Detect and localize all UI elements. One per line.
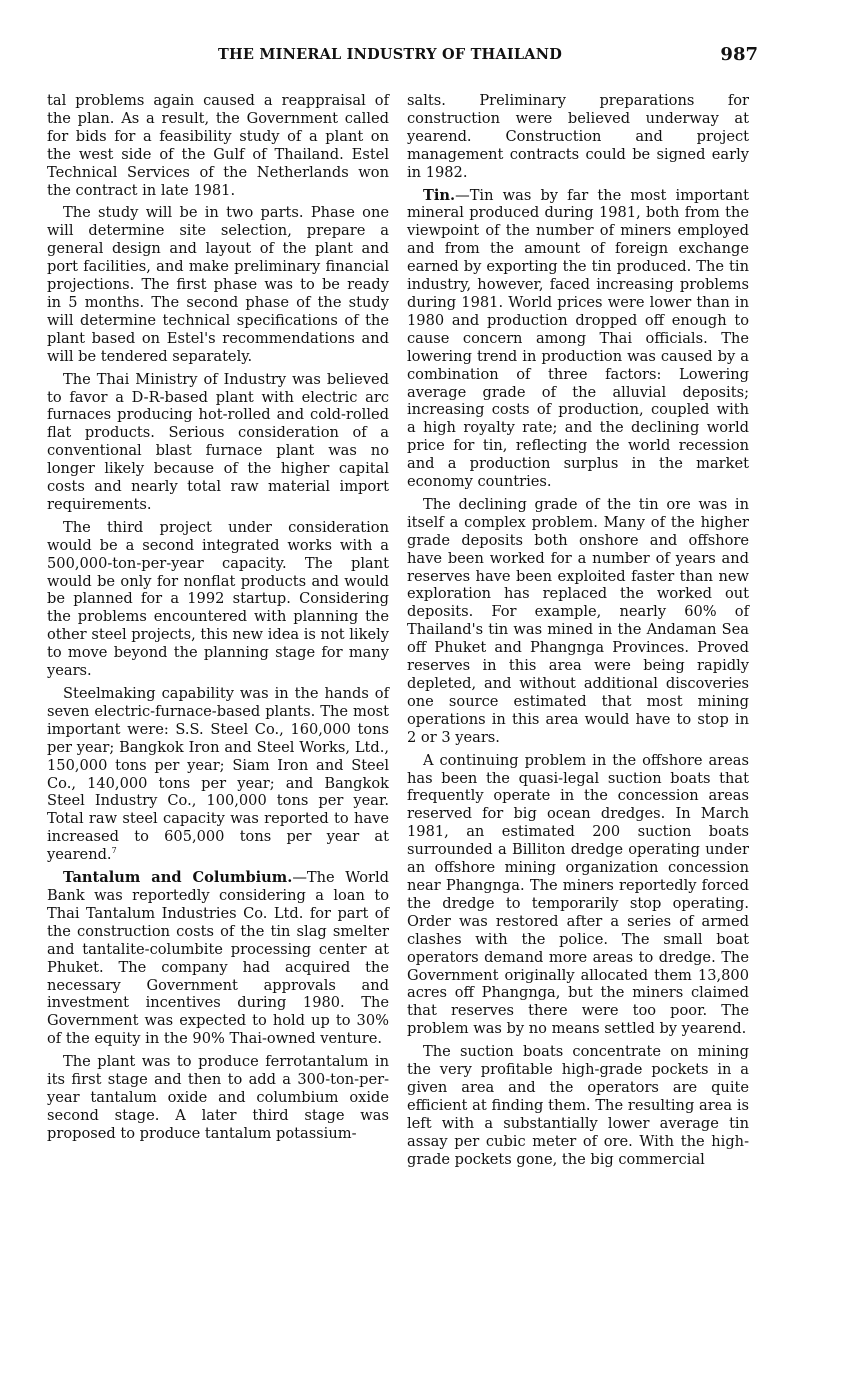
paragraph-suction-boats-problem: A continuing problem in the offshore areas has been the quasi-legal suction boats that frequently operate in the concession areas reserved for big ocean dredges. In March 1981, an estimated 200 suction boats surrounded a Billiton dredge operating under an offshore mining organization concession near Phangnga. The miners reportedly forced the dredge to temporarily stop operating. Order was restored after a series of armed clashes with the police. The small boat operators demand more areas to dredge. The Government originally allocated them 13,800 acres off Phangnga, but the miners claimed that reserves there were too poor. The problem was by no means settled by yearend. bbox=[407, 751, 749, 1038]
paragraph-high-grade-pockets: The suction boats concentrate on mining the very profitable high-grade pockets in a given area and the operators are quite efficient at finding them. The resulting area is left with a substantially lower average tin assay per cubic meter of ore. With the high-grade pockets gone, the big commercial bbox=[407, 1043, 749, 1168]
page-number: 987 bbox=[720, 44, 758, 65]
paragraph-declining-grade: The declining grade of the tin ore was in itself a complex problem. Many of the higher grade deposits both onshore and offshore have been worked for a number of years and reserves have been exploited faster than new exploration has replaced the worked out deposits. For example, nearly 60% of Thailand's tin was mined in the Andaman Sea off Phuket and Phangnga Provinces. Proved reserves in this area were being rapidly depleted, and without additional discoveries one source estimated that most mining operations in this area would have to stop in 2 or 3 years. bbox=[407, 495, 749, 746]
paragraph-tin bbox=[407, 187, 749, 491]
left-column bbox=[47, 92, 389, 1143]
footnote-marker: 7 bbox=[111, 846, 117, 856]
section-heading-tantalum: Tantalum and Columbium. bbox=[63, 869, 293, 887]
paragraph-ferrotantalum: The plant was to produce ferrotantalum in its first stage and then to add a 300-ton-per-year tantalum oxide and columbium oxide second stage. A later third stage was proposed to produce tantalum potassium- bbox=[47, 1053, 389, 1142]
paragraph-third-project: The third project under consideration would be a second integrated works with a 500,000-ton-per-year capacity. The plant would be only for nonflat products and would be planned for a 1992 startup. Considering the problems encountered with planning the other steel projects, this new idea is not likely to move beyond the planning stage for many years. bbox=[47, 518, 389, 680]
steelmaking-text: Steelmaking capability was in the hands of seven electric-furnace-based plants. The most important were: S.S. Steel Co., 160,000 tons per year; Bangkok Iron and Steel Works, Ltd., 150,000 tons per year; Siam Iron and Steel Co., 140,000 tons per year; and Bangkok Steel Industry Co., 100,000 tons per year. Total raw steel capacity was reported to have increased to 605,000 tons per year at yearend. bbox=[47, 685, 389, 864]
tin-text: —Tin was by far the most important mineral produced during 1981, both from the viewpoint of the number of miners employed and from the amount of foreign exchange earned by exporting the tin produced. The tin industry, however, faced increasing problems during 1981. World prices were lower than in 1980 and production dropped off enough to cause concern among Thai officials. The lowering trend in production was caused by a combination of three factors: Lowering average grade of the alluvial deposits; increasing costs of production, coupled with a high royalty rate; and the declining world price for tin, reflecting the world recession and a production surplus in the market economy countries. bbox=[407, 186, 749, 491]
paragraph-gulf-feasibility: tal problems again caused a reappraisal of the plan. As a result, the Government called for bids for a feasibility study of a plant on the west side of the Gulf of Thailand. Estel Technical Services of the Netherlands won the contract in late 1981. bbox=[47, 92, 389, 199]
section-heading-tin: Tin. bbox=[423, 186, 456, 204]
paragraph-ministry-dr-plant: The Thai Ministry of Industry was believed to favor a D-R-based plant with electric arc furnaces producing hot-rolled and cold-rolled flat products. Serious consideration of a conventional blast furnace plant was no longer likely because of the higher capital costs and nearly total raw material import requirements. bbox=[47, 370, 389, 513]
paragraph-salts-preparations: salts. Preliminary preparations for construction were believed underway at yearend. Construction and project management contracts could be signed early in 1982. bbox=[407, 92, 749, 181]
tantalum-text: —The World Bank was reportedly considering a loan to Thai Tantalum Industries Co. Ltd. for part of the construction costs of the tin slag smelter and tantalite-columbite processing center at Phuket. The company had acquired the necessary Government approvals and investment incentives during 1980. The Government was expected to hold up to 30% of the equity in the 90% Thai-owned venture. bbox=[47, 869, 389, 1048]
paragraph-study-phases: The study will be in two parts. Phase one will determine site selection, prepare a general design and layout of the plant and port facilities, and make preliminary financial projections. The first phase was to be ready in 5 months. The second phase of the study will determine technical specifications of the plant based on Estel's recommendations and will be tendered separately. bbox=[47, 204, 389, 365]
running-title: THE MINERAL INDUSTRY OF THAILAND bbox=[218, 46, 562, 63]
paragraph-tantalum-columbium bbox=[47, 869, 389, 1048]
right-column bbox=[407, 92, 749, 1168]
paragraph-steelmaking-capability bbox=[47, 685, 389, 864]
page-header bbox=[48, 44, 758, 68]
